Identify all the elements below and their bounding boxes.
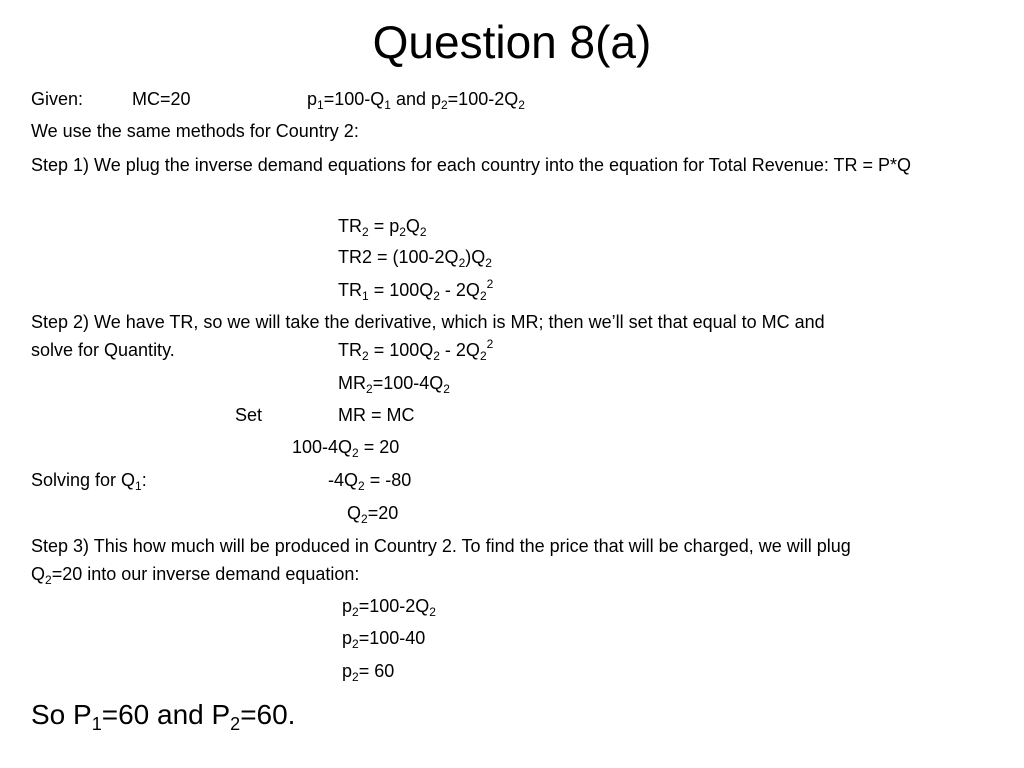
step3-text-line2: $Q_2=20$ into our inverse demand equation: xyxy=(31,564,360,587)
equation-quantity: $Q_2=20$ xyxy=(347,503,399,526)
equation-price-b: $p_2=100-40$ xyxy=(342,628,426,651)
given-label: Given: xyxy=(31,89,84,109)
equation-tr-c: $TR_1 = 100Q_2 - 2Q_2^2$ xyxy=(338,277,494,303)
equation-substituted: $100-4Q_2 = 20$ xyxy=(292,437,400,460)
equation-price-a: $p_2=100-2Q_2$ xyxy=(342,596,436,619)
step1-text: Step 1) We plug the inverse demand equations for each country into the equation for Total Revenue: TR = P*Q xyxy=(31,155,912,175)
step2-text-line1: Step 2) We have TR, so we will take the derivative, which is MR; then we’ll set that equal to MC and xyxy=(31,312,825,332)
slide-title: Question 8(a) xyxy=(372,16,652,68)
equation-negative: $-4Q_2 = -80$ xyxy=(328,470,412,493)
solving-label: Solving for $Q_1$: xyxy=(31,470,147,493)
step2-text-line2: solve for Quantity. xyxy=(31,340,175,360)
equation-mr: $MR_2=100-4Q_2$ xyxy=(338,373,450,396)
given-demand-equations: $p_1=100-Q_1$ and $p_2=100-2Q_2$ xyxy=(307,89,525,112)
equation-tr-b: $TR2 = (100-2Q_2)Q_2$ xyxy=(338,247,492,270)
step3-text-line1: Step 3) This how much will be produced in Country 2. To find the price that will be charged, we will plug xyxy=(31,536,851,556)
equation-tr-a: $TR_2 = p_2Q_2$ xyxy=(338,216,427,239)
equation-set: MR = MC xyxy=(338,405,415,425)
conclusion-text: So $P_1=60$ and $P_2=60$. xyxy=(31,699,296,734)
given-mc: MC=20 xyxy=(132,89,191,109)
equation-tr-step2: $TR_2 = 100Q_2 - 2Q_2^2$ xyxy=(338,337,494,363)
intro-text: We use the same methods for Country 2: xyxy=(31,121,359,141)
set-label: Set xyxy=(235,405,263,425)
equation-price-c: $p_2= 60$ xyxy=(342,661,395,684)
